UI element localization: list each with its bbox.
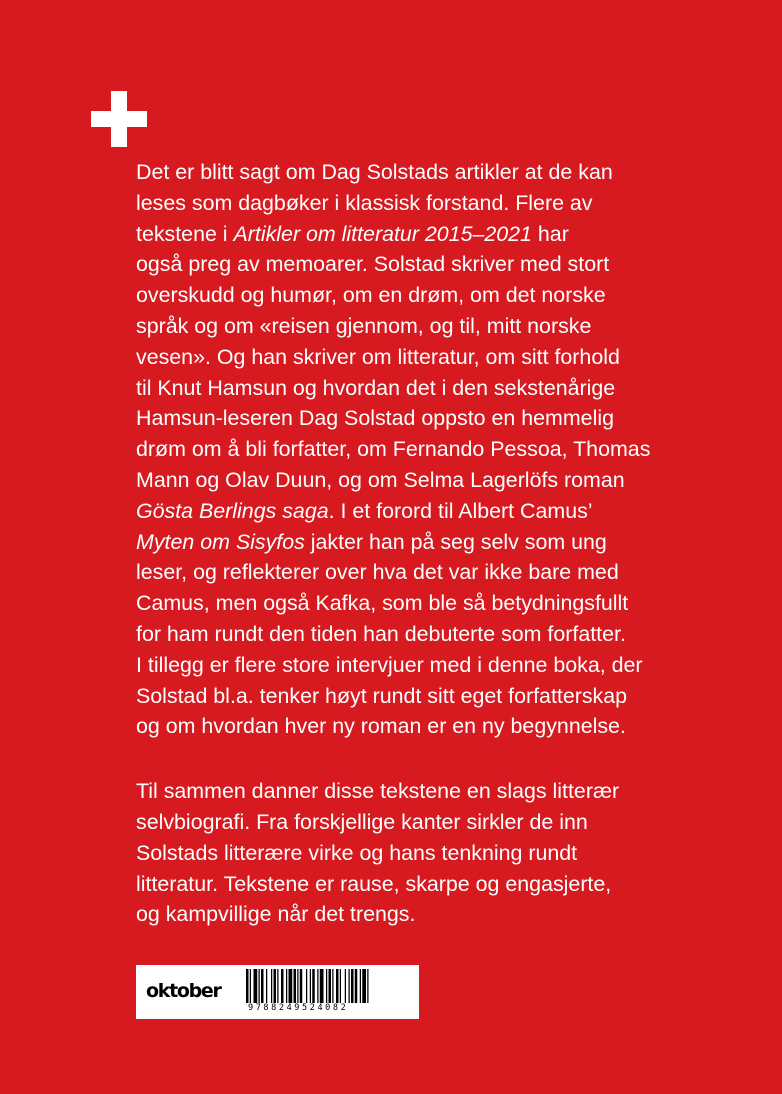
barcode-bar <box>351 969 354 1003</box>
blurb-line: også preg av memoarer. Solstad skriver med stort <box>136 252 610 277</box>
blurb-line: selvbiografi. Fra forskjellige kanter sirkler de inn <box>136 809 588 834</box>
barcode-bar <box>297 969 298 1003</box>
barcode-bar <box>281 969 284 1003</box>
blurb-line: Gösta Berlings saga. I et forord til Albert Camus’ <box>136 498 593 523</box>
blurb-line: Det er blitt sagt om Dag Solstads artikler at de kan <box>136 160 613 184</box>
blurb-line: og kampvillige når det trengs. <box>136 902 416 927</box>
publisher-logo: oktober <box>146 980 221 1002</box>
blurb-line: Til sammen danner disse tekstene en slags litterær <box>136 779 620 804</box>
barcode-bar <box>271 969 272 1003</box>
blurb-line: tekstene i Artikler om litteratur 2015–2021 har <box>136 221 569 246</box>
cross-horizontal-bar <box>91 111 147 127</box>
barcode-bar <box>329 969 332 1003</box>
blurb-paragraph-2 <box>136 776 696 930</box>
blurb-line: I tillegg er flere store intervjuer med i denne boka, der <box>136 652 643 677</box>
barcode-bar <box>349 969 350 1003</box>
barcode-bar <box>277 969 278 1003</box>
blurb-line: og om hvordan hver ny roman er en ny begynnelse. <box>136 714 626 739</box>
imprint-box <box>136 965 419 1019</box>
barcode-bar <box>259 969 260 1003</box>
blurb-line: for ham rundt den tiden han debuterte som forfatter. <box>136 621 626 646</box>
barcode-bar <box>312 969 315 1003</box>
barcode-bar <box>317 969 318 1003</box>
blurb-line: språk og om «reisen gjennom, og til, mitt norske <box>136 313 592 338</box>
blurb-line: drøm om å bli forfatter, om Fernando Pessoa, Thomas <box>136 437 651 462</box>
barcode-bar <box>289 969 293 1003</box>
blurb-line: leser, og reflekterer over hva det var ikke bare med <box>136 560 619 585</box>
barcode-bar <box>246 969 249 1003</box>
barcode-bar <box>300 969 303 1003</box>
barcode-bar <box>286 969 287 1003</box>
barcode-bar <box>367 969 368 1003</box>
barcode-bar <box>274 969 277 1003</box>
blurb-line: Mann og Olav Duun, og om Selma Lagerlöfs roman <box>136 467 625 492</box>
blurb-line: Myten om Sisyfos jakter han på seg selv som ung <box>136 529 607 554</box>
barcode-bar <box>355 969 358 1003</box>
barcode-bars <box>244 969 412 1003</box>
blurb-line: Solstad bl.a. tenker høyt rundt sitt eget forfatterskap <box>136 683 628 708</box>
barcode-bar <box>306 969 307 1003</box>
blurb-line: Solstads litterære virke og hans tenkning rundt <box>136 840 578 865</box>
book-title: Gösta Berlings saga <box>136 498 329 523</box>
isbn-digits: 9788249524082 <box>248 1003 414 1013</box>
barcode-bar <box>326 969 327 1003</box>
book-title: Artikler om litteratur 2015–2021 <box>233 221 532 246</box>
blurb-line: litteratur. Tekstene er rause, skarpe og engasjerte, <box>136 871 612 896</box>
barcode-bar <box>360 969 361 1003</box>
blurb-paragraph-1 <box>136 157 696 742</box>
blurb-line: overskudd og humør, om en drøm, om det norske <box>136 283 606 308</box>
barcode-bar <box>261 969 264 1003</box>
blurb-line: Hamsun-leseren Dag Solstad oppsto en hemmelig <box>136 406 614 431</box>
book-title: Myten om Sisyfos <box>136 529 305 554</box>
barcode-bar <box>254 969 258 1003</box>
back-cover-blurb <box>136 157 696 930</box>
blurb-line: til Knut Hamsun og hvordan det i den sekstenårige <box>136 375 616 400</box>
barcode-bar <box>310 969 311 1003</box>
barcode-bar <box>336 969 339 1003</box>
barcode-bar <box>294 969 297 1003</box>
barcode-bar <box>250 969 251 1003</box>
barcode-bar <box>332 969 333 1003</box>
barcode-bar <box>362 969 366 1003</box>
barcode-bar <box>266 969 267 1003</box>
barcode-bar <box>345 969 346 1003</box>
swiss-cross-icon <box>91 91 147 147</box>
blurb-line: leses som dagbøker i klassisk forstand. Flere av <box>136 190 593 215</box>
blurb-line: vesen». Og han skriver om litteratur, om sitt forhold <box>136 344 620 369</box>
paragraph-gap <box>136 742 696 776</box>
barcode-bar <box>320 969 324 1003</box>
blurb-line: Camus, men også Kafka, som ble så betydningsfullt <box>136 591 629 616</box>
barcode-bar <box>340 969 341 1003</box>
